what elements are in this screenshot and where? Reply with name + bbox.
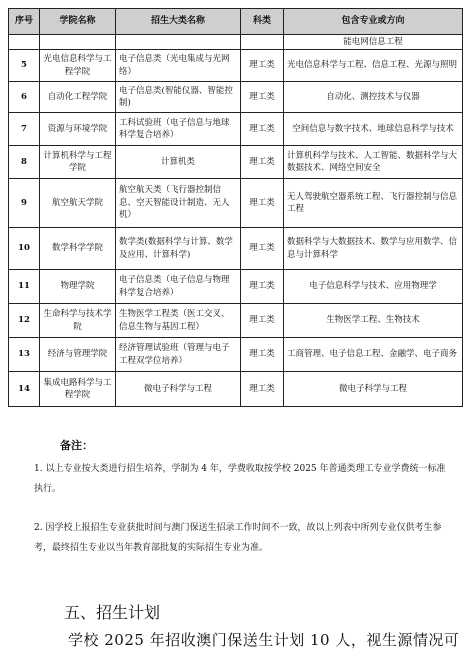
- cell-college: 集成电路科学与工程学院: [40, 372, 116, 407]
- table-row: [9, 372, 463, 407]
- cell-no: 13: [9, 338, 40, 372]
- section-body: 学校 2025 年招收澳门保送生计划 10 人，视生源情况可: [68, 631, 460, 649]
- majors-table: [8, 8, 463, 407]
- cell-type: 理工类: [241, 50, 284, 82]
- header-majors: 包含专业或方向: [284, 9, 463, 35]
- cell-majors: 生物医学工程、生物技术: [284, 304, 463, 338]
- section-title: 五、招生计划: [64, 603, 161, 622]
- cell-category: 电子信息类（光电集成与光网络）: [116, 50, 241, 82]
- table-row: [9, 50, 463, 82]
- cell-majors: 计算机科学与技术、人工智能、数据科学与大数据技术、网络空间安全: [284, 146, 463, 179]
- cell-no: 5: [9, 50, 40, 82]
- cell-college: 光电信息科学与工程学院: [40, 50, 116, 82]
- cell-category: 电子信息类(智能仪器、智能控制): [116, 82, 241, 113]
- cell-type: 理工类: [241, 82, 284, 113]
- cell-no: 7: [9, 113, 40, 146]
- cell-college: 航空航天学院: [40, 179, 116, 228]
- cell-no: [9, 35, 40, 50]
- table-row: [9, 270, 463, 304]
- cell-college: 经济与管理学院: [40, 338, 116, 372]
- cell-majors: 电子信息科学与技术、应用物理学: [284, 270, 463, 304]
- table-row: [9, 304, 463, 338]
- cell-majors: 工商管理、电子信息工程、金融学、电子商务: [284, 338, 463, 372]
- cell-category: 工科试验班（电子信息与地球科学复合培养）: [116, 113, 241, 146]
- cell-category: 航空航天类（飞行器控制信息、空天智能设计制造、无人机）: [116, 179, 241, 228]
- table-row: [9, 35, 463, 50]
- cell-category: 经济管理试验班（管理与电子工程双学位培养）: [116, 338, 241, 372]
- cell-majors: 光电信息科学与工程、信息工程、光源与照明: [284, 50, 463, 82]
- cell-no: 10: [9, 228, 40, 270]
- cell-type: 理工类: [241, 146, 284, 179]
- cell-type: 理工类: [241, 228, 284, 270]
- cell-no: 8: [9, 146, 40, 179]
- note-2: 2. 因学校上报招生专业获批时间与澳门保送生招录工作时间不一致，故以上列表中所列专业仅供考生参考，最终招生专业以当年教育部批复的实际招生专业为准。: [34, 523, 442, 553]
- cell-type: 理工类: [241, 304, 284, 338]
- cell-type: 理工类: [241, 372, 284, 407]
- cell-category: 生物医学工程类（医工交叉、信息生物与基因工程）: [116, 304, 241, 338]
- cell-type: 理工类: [241, 270, 284, 304]
- table-row: [9, 146, 463, 179]
- cell-college: 数学科学学院: [40, 228, 116, 270]
- header-category: 招生大类名称: [116, 9, 241, 35]
- cell-college: 资源与环境学院: [40, 113, 116, 146]
- cell-majors: 自动化、测控技术与仪器: [284, 82, 463, 113]
- cell-no: 14: [9, 372, 40, 407]
- cell-college: [40, 35, 116, 50]
- table-row: [9, 113, 463, 146]
- table-row: [9, 228, 463, 270]
- header-college: 学院名称: [40, 9, 116, 35]
- table-row: [9, 338, 463, 372]
- cell-type: 理工类: [241, 179, 284, 228]
- cell-majors: 能电网信息工程: [284, 35, 463, 50]
- header-no: 序号: [9, 9, 40, 35]
- cell-category: [116, 35, 241, 50]
- cell-majors: 数据科学与大数据技术、数学与应用数学、信息与计算科学: [284, 228, 463, 270]
- cell-type: 理工类: [241, 338, 284, 372]
- cell-college: 计算机科学与工程学院: [40, 146, 116, 179]
- cell-category: 计算机类: [116, 146, 241, 179]
- cell-category: 电子信息类（电子信息与物理科学复合培养）: [116, 270, 241, 304]
- table-header-row: [9, 9, 463, 35]
- table-row: [9, 179, 463, 228]
- note-1: 1. 以上专业按大类进行招生培养，学制为 4 年，学费收取按学校 2025 年普通类理工专业学费统一标准执行。: [34, 464, 446, 494]
- notes-title: 备注：: [60, 439, 93, 452]
- cell-college: 自动化工程学院: [40, 82, 116, 113]
- cell-no: 12: [9, 304, 40, 338]
- cell-type: [241, 35, 284, 50]
- cell-type: 理工类: [241, 113, 284, 146]
- cell-category: 数学类(数据科学与计算、数学及应用、计算科学): [116, 228, 241, 270]
- table-row: [9, 82, 463, 113]
- cell-category: 微电子科学与工程: [116, 372, 241, 407]
- cell-no: 11: [9, 270, 40, 304]
- cell-college: 生命科学与技术学院: [40, 304, 116, 338]
- cell-college: 物理学院: [40, 270, 116, 304]
- header-type: 科类: [241, 9, 284, 35]
- cell-majors: 空间信息与数字技术、地球信息科学与技术: [284, 113, 463, 146]
- cell-no: 6: [9, 82, 40, 113]
- cell-majors: 无人驾驶航空器系统工程、飞行器控制与信息工程: [284, 179, 463, 228]
- cell-no: 9: [9, 179, 40, 228]
- cell-majors: 微电子科学与工程: [284, 372, 463, 407]
